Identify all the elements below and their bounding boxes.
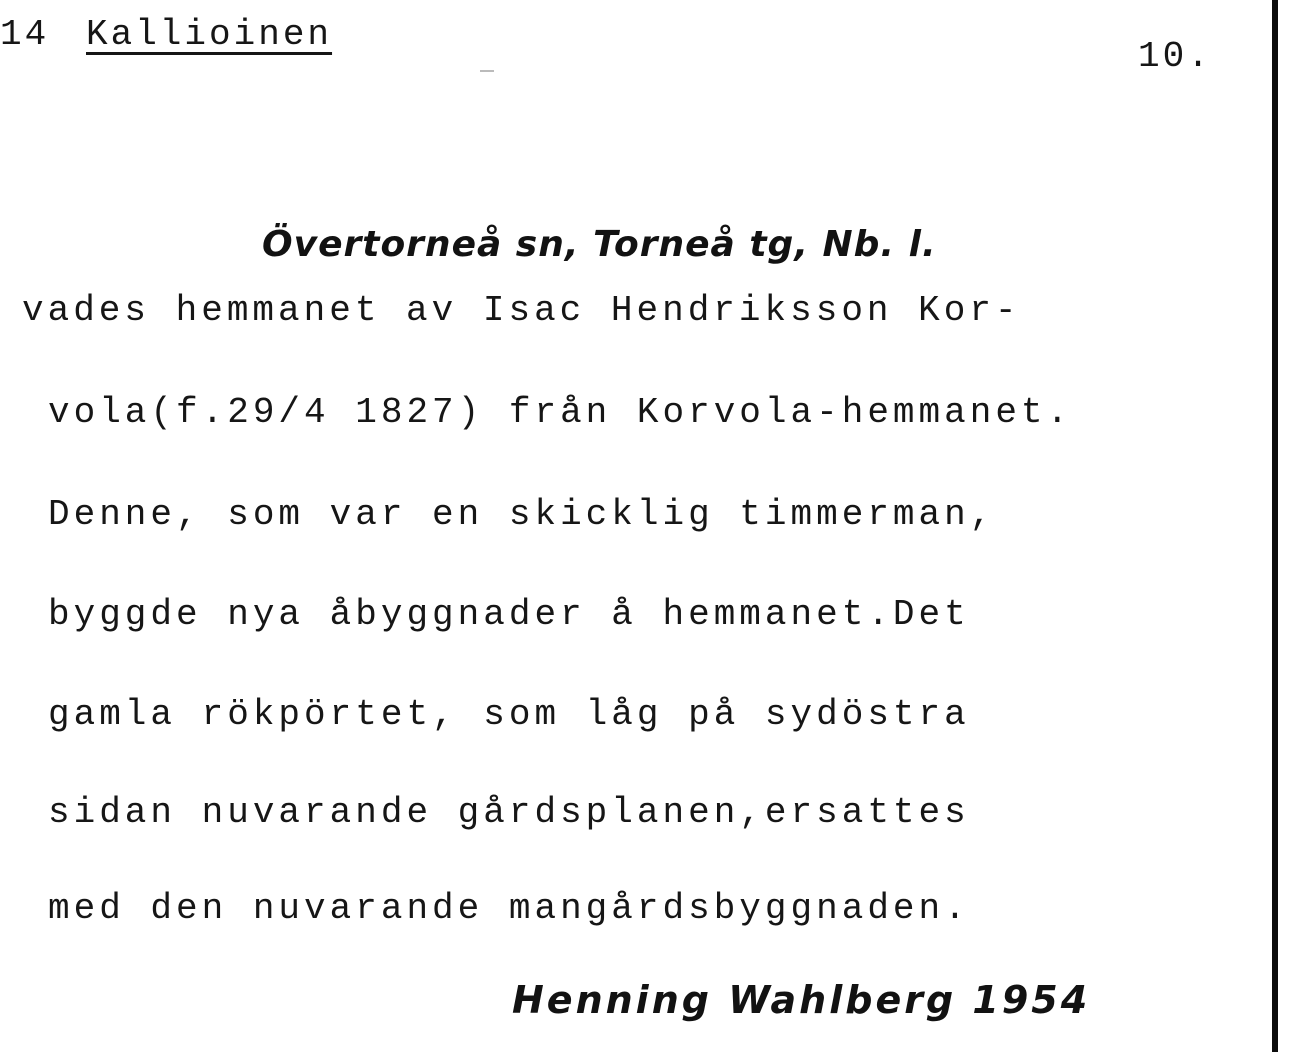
- body-line: Denne, som var en skicklig timmerman,: [48, 494, 996, 535]
- body-line: vades hemmanet av Isac Hendriksson Kor-: [22, 290, 1021, 331]
- surname-heading: Kallioinen: [86, 14, 333, 55]
- body-line: byggde nya åbyggnader å hemmanet.Det: [48, 594, 970, 635]
- ink-smudge: [480, 70, 494, 72]
- signature-stamp: Henning Wahlberg 1954: [512, 978, 1091, 1022]
- body-line: med den nuvarande mangårdsbyggnaden.: [48, 888, 970, 929]
- page-number: 10.: [1138, 36, 1212, 77]
- body-line: gamla rökpörtet, som låg på sydöstra: [48, 694, 970, 735]
- card-edge-rule: [1272, 0, 1278, 1052]
- location-stamp: Övertorneå sn, Torneå tg, Nb. l.: [262, 224, 937, 265]
- body-line: sidan nuvarande gårdsplanen,ersattes: [48, 792, 970, 833]
- body-line: vola(f.29/4 1827) från Korvola-hemmanet.: [48, 392, 1073, 433]
- card-number: 14: [0, 14, 50, 55]
